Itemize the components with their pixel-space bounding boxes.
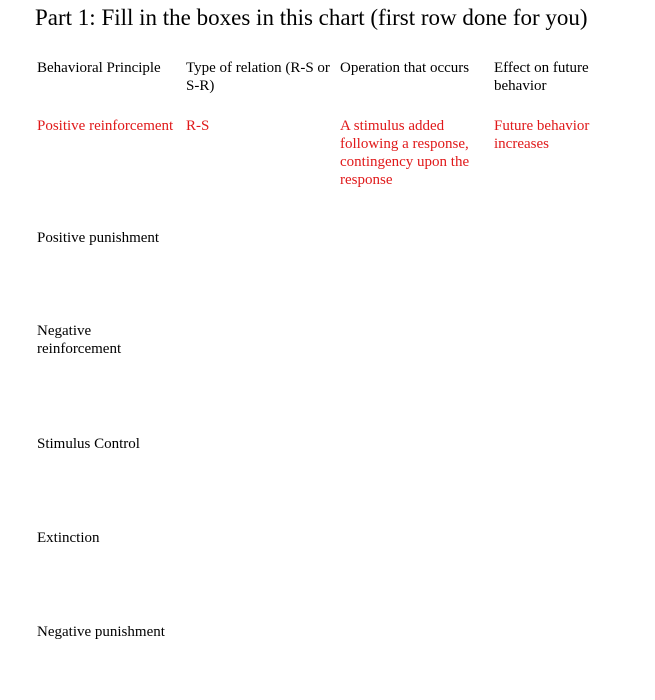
header-operation: Operation that occurs xyxy=(340,60,470,76)
row-principle: Positive punishment xyxy=(37,230,160,246)
example-effect: Future behavior increases xyxy=(494,118,590,152)
header-behavioral-principle: Behavioral Principle xyxy=(37,60,161,76)
row-principle: Stimulus Control xyxy=(37,436,140,452)
example-relation: R-S xyxy=(186,118,210,134)
row-principle: Negative punishment xyxy=(37,624,165,640)
row-principle: Extinction xyxy=(37,530,100,546)
example-principle: Positive reinforcement xyxy=(37,118,174,134)
header-effect: Effect on future behavior xyxy=(494,60,589,94)
page-title: Part 1: Fill in the boxes in this chart (first row done for you) xyxy=(35,5,588,30)
row-principle: Negative reinforcement xyxy=(37,323,122,357)
header-type-of-relation: Type of relation (R-S or S-R) xyxy=(186,60,330,94)
example-operation: A stimulus added following a response, contingency upon the response xyxy=(340,118,470,188)
